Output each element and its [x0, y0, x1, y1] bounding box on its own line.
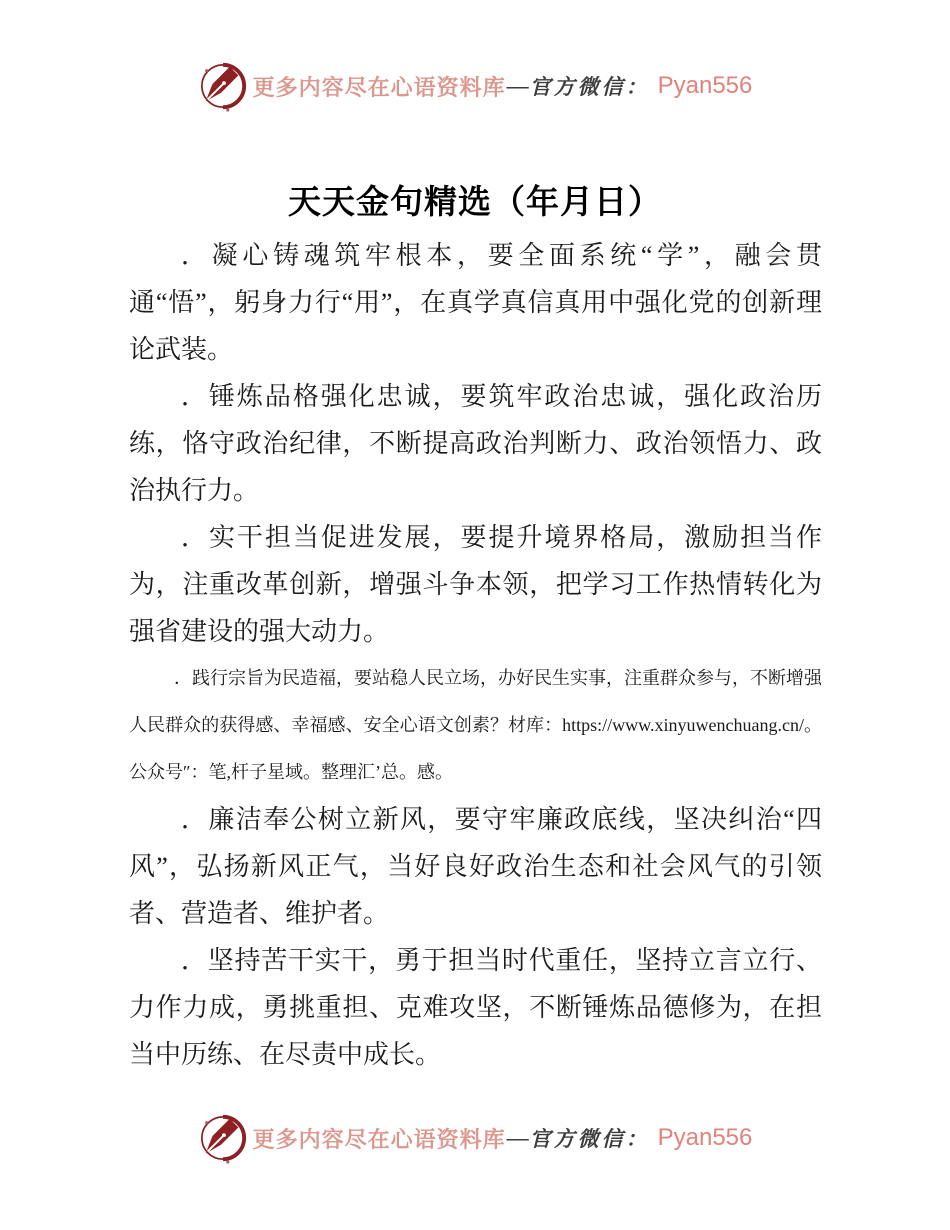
footer-watermark-bar [0, 1110, 950, 1166]
body-paragraph-1: ．凝心铸魂筑牢根本，要全面系统“学”，融会贯通“悟”，躬身力行“用”，在真学真信真用中强化党的创新理论武装。 [129, 241, 822, 364]
body-paragraph-4-watermarked: ．践行宗旨为民造福，要站稳人民立场，办好民生实事，注重群众参与，不断增强人民群众的获得感、幸福感、安全心语文创素？材库：https://www.xinyuwenchuang.cn/。公众号″：笔,杆子星域。整理汇’总。感。 [129, 668, 822, 782]
body-paragraph-6: ．坚持苦干实干，勇于担当时代重任，坚持立言立行、力作力成，勇挑重担、克难攻坚，不断锤炼品德修为，在担当中历练、在尽责中成长。 [129, 946, 822, 1069]
wechat-id: Pyan556 [657, 1124, 753, 1151]
wechat-label: 官方微信： [529, 1127, 650, 1151]
body-paragraph-2: ．锤炼品格强化忠诚，要筑牢政治忠诚，强化政治历练，恪守政治纪律，不断提高政治判断力、政治领悟力、政治执行力。 [129, 382, 822, 505]
document-body [129, 232, 822, 1078]
pen-nib-circle-logo-icon [198, 1110, 248, 1166]
pen-nib-circle-logo-icon [198, 58, 248, 114]
header-watermark-bar [0, 58, 950, 114]
wechat-label: 官方微信： [529, 75, 650, 99]
brand-text: 更多内容尽在心语资料库 [252, 1126, 506, 1152]
brand-text: 更多内容尽在心语资料库 [252, 74, 506, 100]
document-title: 天天金句精选（年月日） [288, 183, 662, 220]
body-paragraph-3: ．实干担当促进发展，要提升境界格局，激励担当作为，注重改革创新，增强斗争本领，把学习工作热情转化为强省建设的强大动力。 [129, 523, 822, 646]
em-dash: — [506, 73, 529, 98]
body-paragraph-5: ．廉洁奉公树立新风，要守牢廉政底线，坚决纠治“四风”，弘扬新风正气，当好良好政治生态和社会风气的引领者、营造者、维护者。 [129, 805, 822, 928]
em-dash: — [506, 1125, 529, 1150]
wechat-id: Pyan556 [657, 72, 753, 99]
